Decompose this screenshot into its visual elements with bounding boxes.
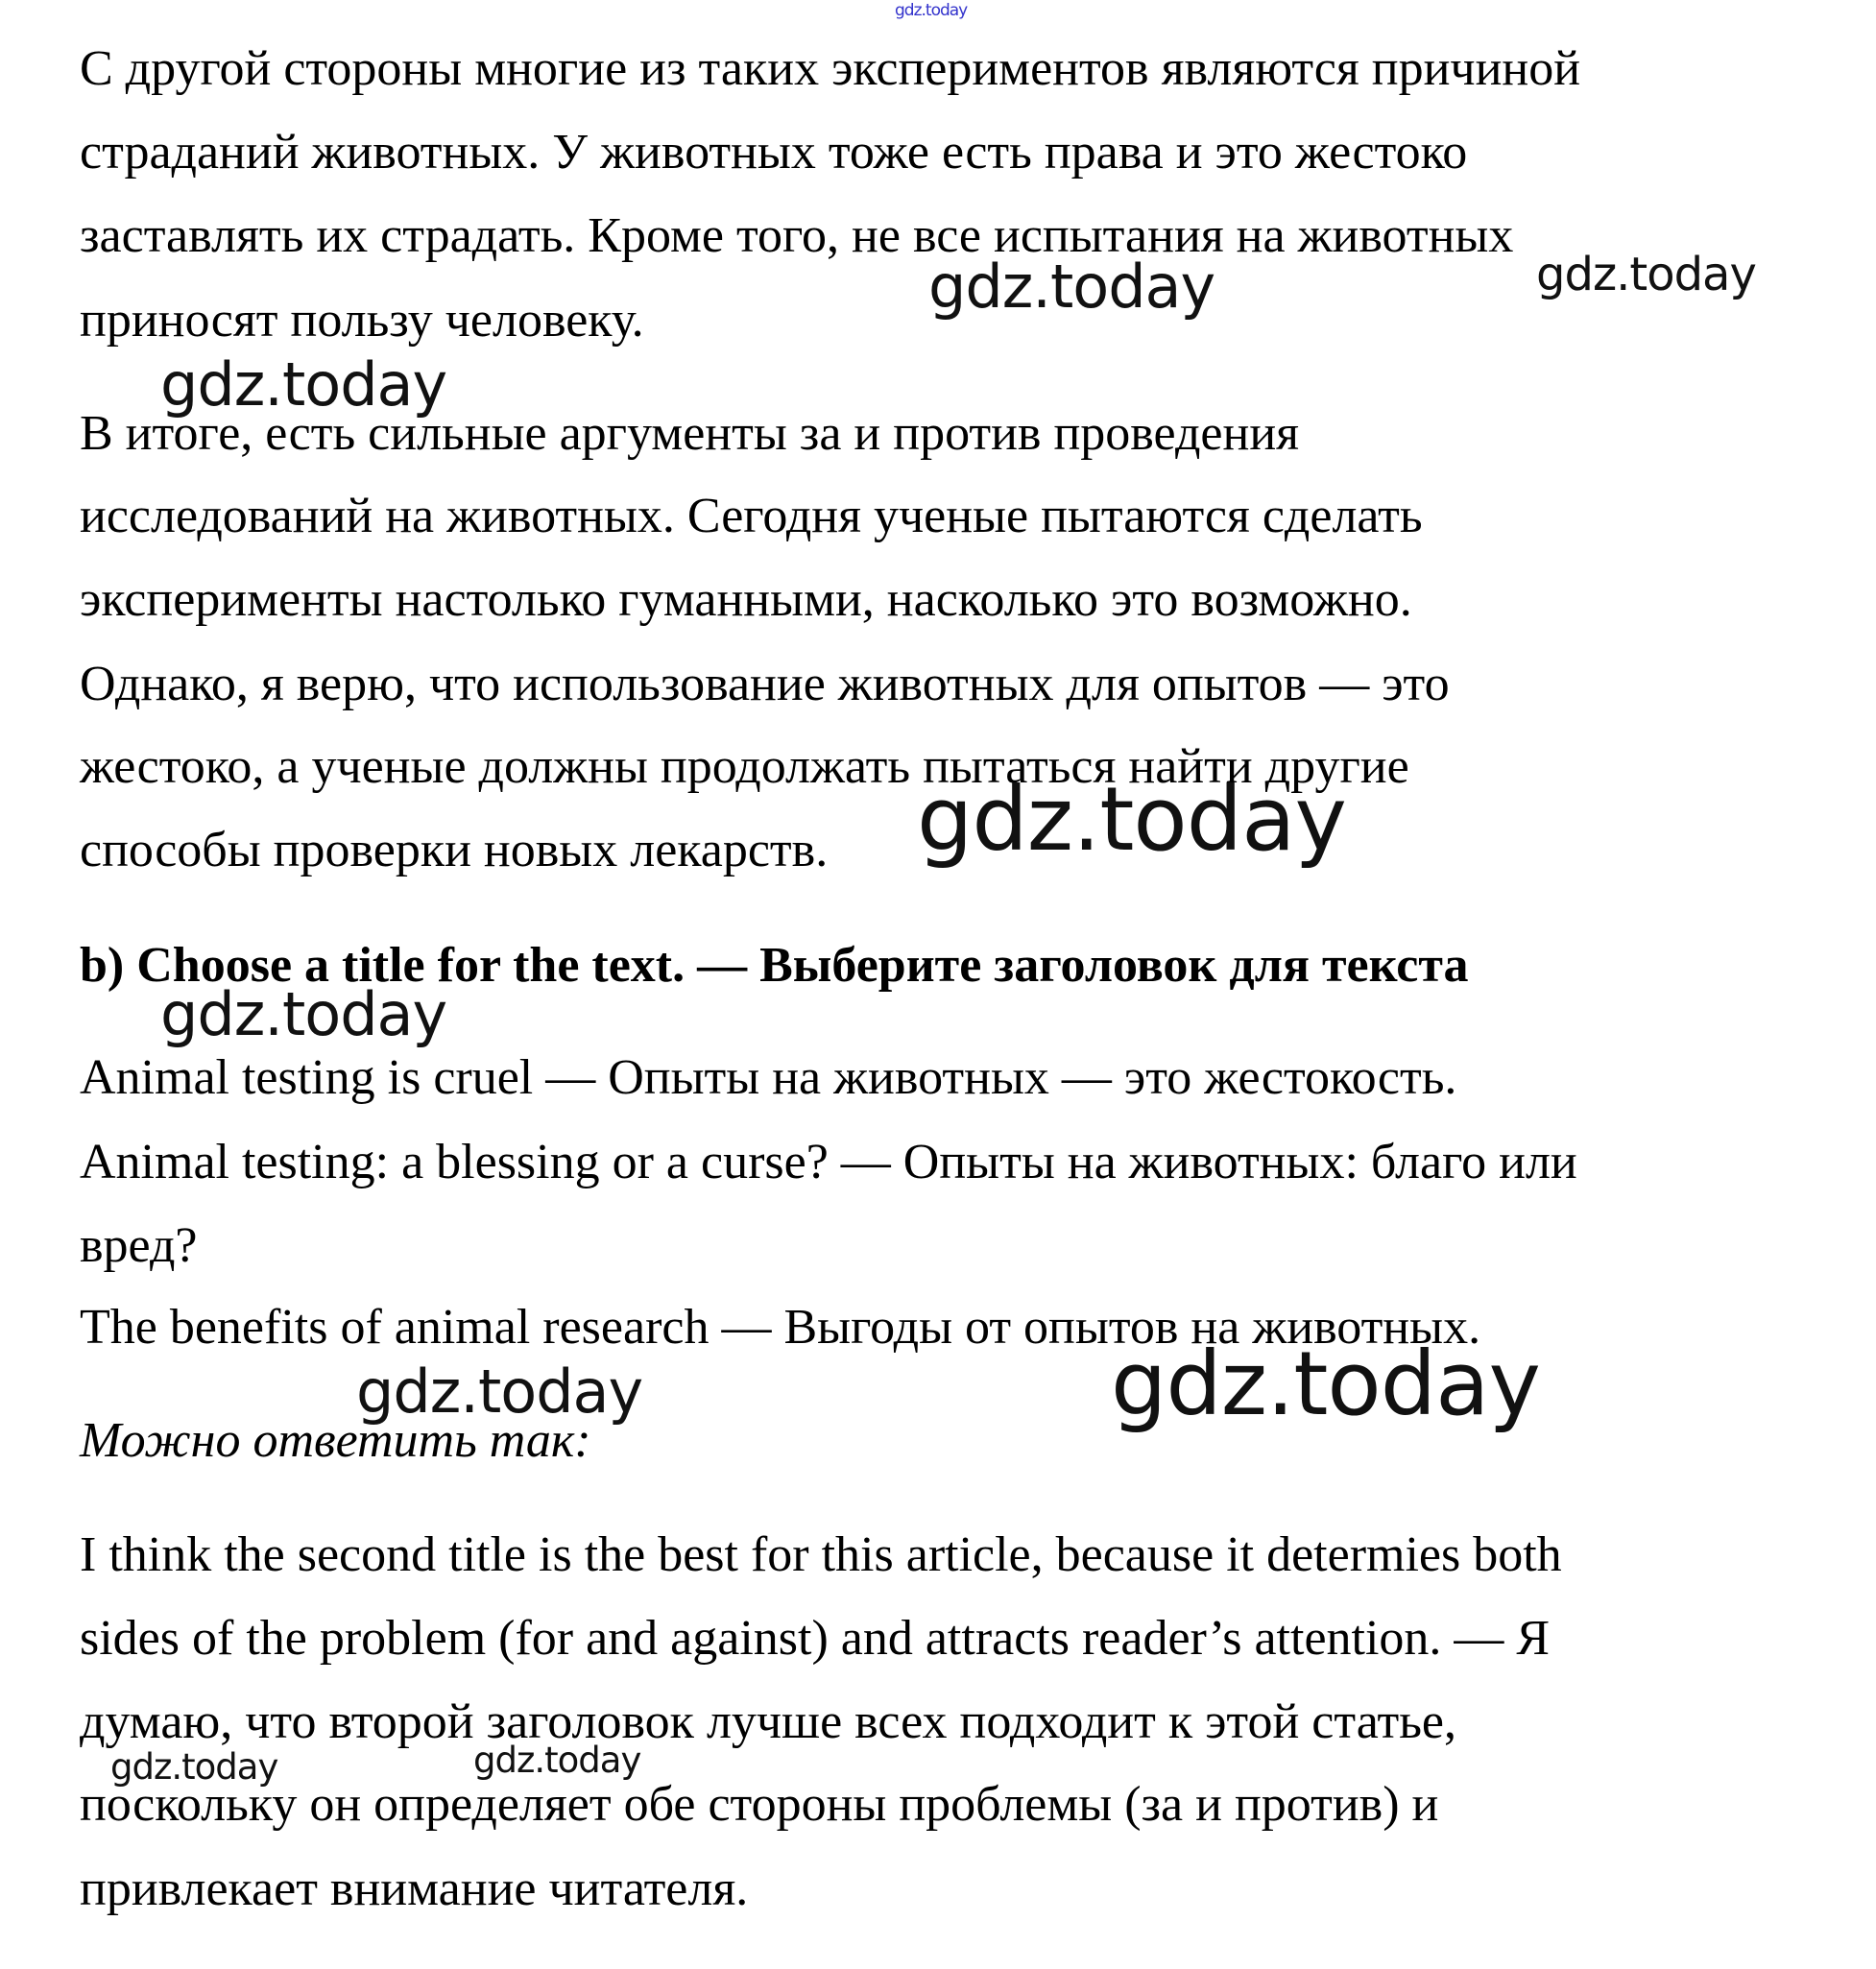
answer-intro: Можно ответить так: <box>80 1413 591 1468</box>
title-option: The benefits of animal research — Выгоды от опытов на животных. <box>80 1300 1481 1355</box>
text-line: sides of the problem (for and against) and attracts reader’s attention. — Я <box>80 1611 1551 1666</box>
text-line: Однако, я верю, что использование животных для опытов — это <box>80 657 1450 711</box>
watermark: gdz.today <box>110 1746 278 1788</box>
watermark: gdz.today <box>1111 1333 1540 1435</box>
watermark: gdz.today <box>917 768 1346 871</box>
title-option: Animal testing is cruel — Опыты на животных — это жестокость. <box>80 1050 1457 1105</box>
watermark: gdz.today <box>1536 248 1756 301</box>
text-line: эксперименты настолько гуманными, насколько это возможно. <box>80 572 1412 627</box>
text-line: думаю, что второй заголовок лучше всех подходит к этой статье, <box>80 1694 1456 1749</box>
watermark-top: gdz.today <box>895 1 968 20</box>
text-line: страданий животных. У животных тоже есть права и это жестоко <box>80 125 1468 180</box>
text-line: исследований на животных. Сегодня ученые пытаются сделать <box>80 489 1423 543</box>
text-line: I think the second title is the best for this article, because it determies both <box>80 1527 1562 1582</box>
watermark: gdz.today <box>356 1357 643 1427</box>
watermark: gdz.today <box>160 349 447 420</box>
title-option: Animal testing: a blessing or a curse? — Опыты на животных: благо или <box>80 1135 1577 1189</box>
text-line: поскольку он определяет обе стороны проблемы (за и против) и <box>80 1777 1439 1832</box>
task-heading: b) Choose a title for the text. — Выберите заголовок для текста <box>80 938 1469 993</box>
watermark: gdz.today <box>928 252 1215 322</box>
watermark: gdz.today <box>160 979 447 1049</box>
text-line: С другой стороны многие из таких экспериментов являются причиной <box>80 41 1581 96</box>
text-line: привлекает внимание читателя. <box>80 1861 749 1916</box>
text-line: способы проверки новых лекарств. <box>80 823 829 877</box>
text-line: жестоко, а ученые должны продолжать пытаться найти другие <box>80 739 1409 794</box>
text-line: приносят пользу человеку. <box>80 293 644 348</box>
title-option: вред? <box>80 1218 198 1273</box>
watermark: gdz.today <box>473 1740 641 1781</box>
text-line: заставлять их страдать. Кроме того, не все испытания на животных <box>80 208 1514 263</box>
text-line: В итоге, есть сильные аргументы за и против проведения <box>80 406 1300 461</box>
